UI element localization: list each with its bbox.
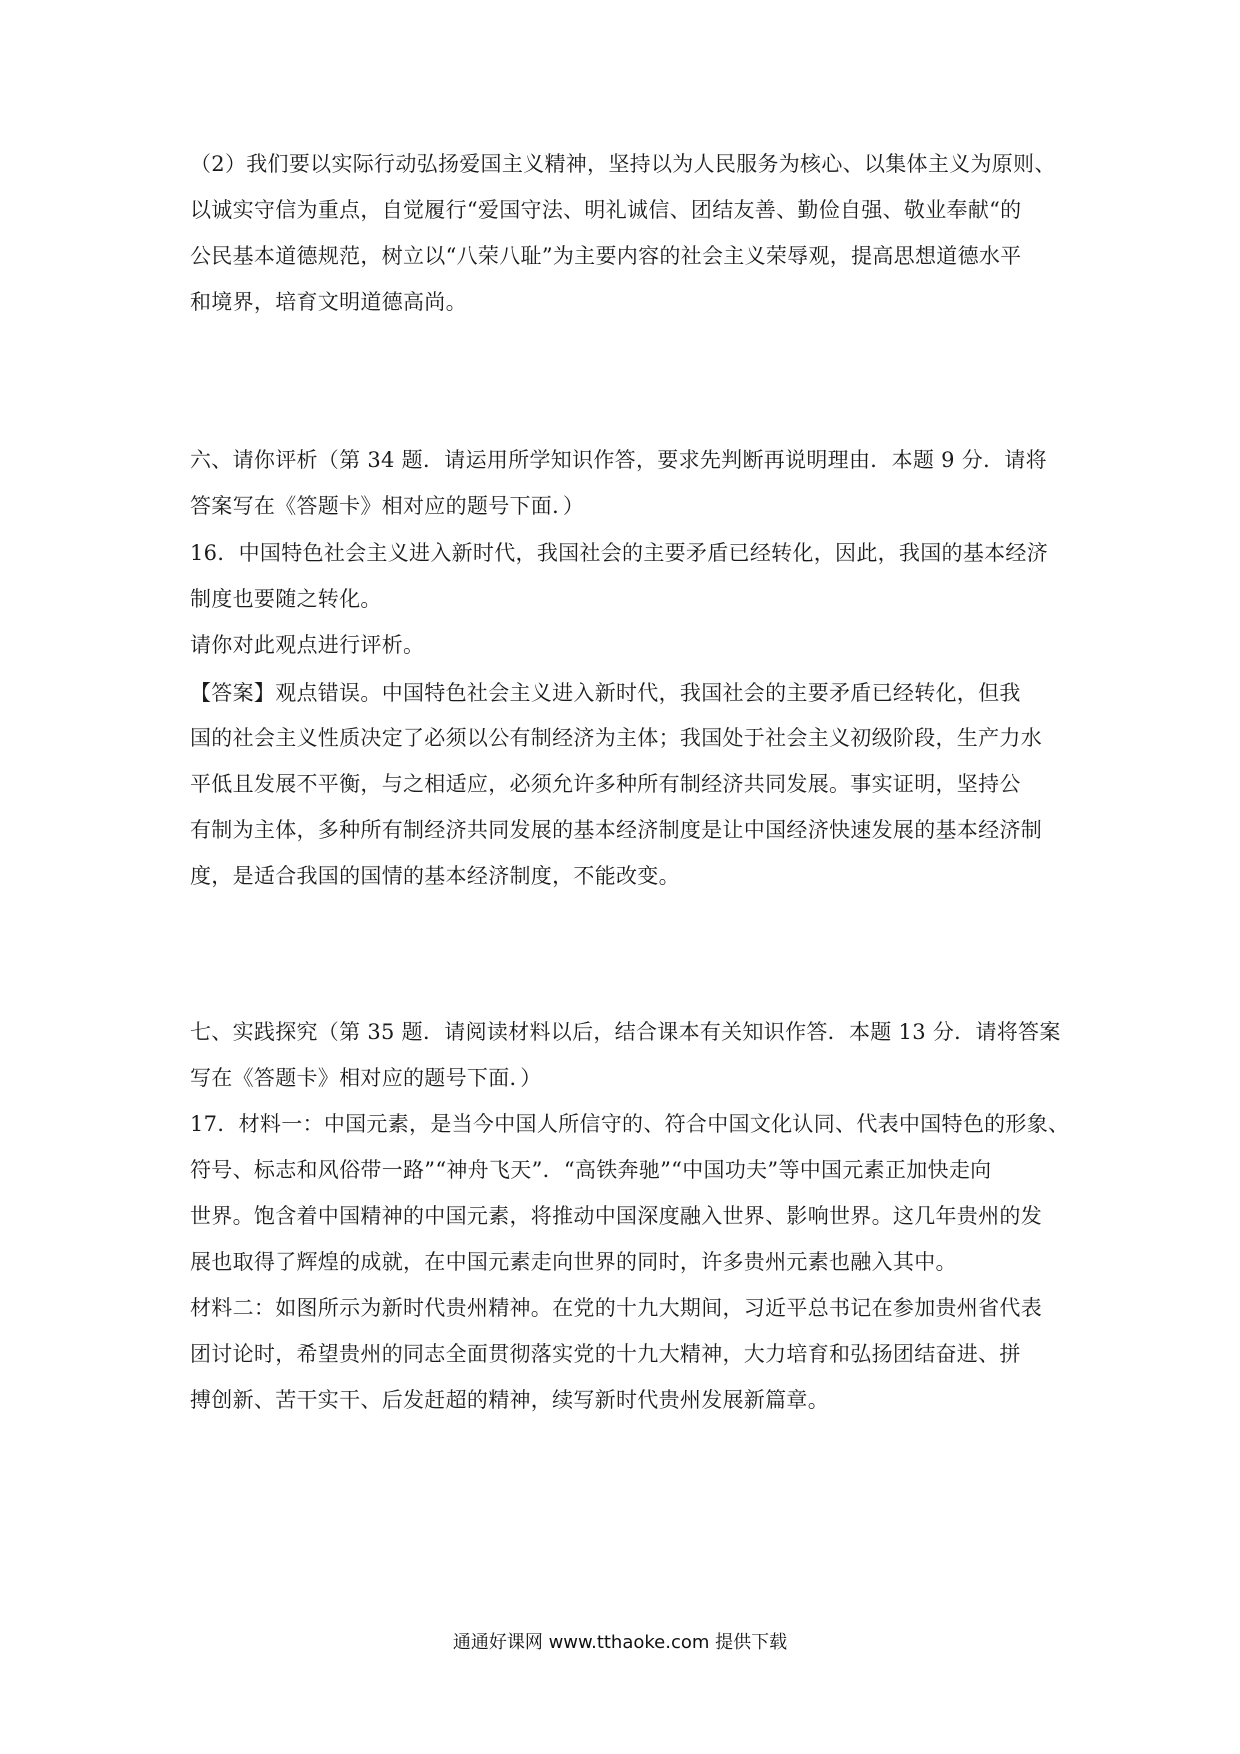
q16-line-1: 16．中国特色社会主义进入新时代，我国社会的主要矛盾已经转化，因此，我国的基本经济	[190, 541, 1049, 565]
answer-part2-line-4: 和境界，培育文明道德高尚。	[190, 290, 467, 314]
section7-header-line-1: 七、实践探究（第 35 题．请阅读材料以后，结合课本有关知识作答．本题 13 分．请将答案	[190, 1020, 1061, 1044]
q17-material2-line-3: 搏创新、苦干实干、后发赶超的精神，续写新时代贵州发展新篇章。	[190, 1388, 829, 1412]
page-footer: 通通好课网 www.tthaoke.com 提供下载	[452, 1632, 788, 1653]
q16-line-2: 制度也要随之转化。	[190, 587, 382, 611]
section6-header-line-2: 答案写在《答题卡》相对应的题号下面．）	[190, 494, 585, 518]
q16-answer-line-1: 【答案】观点错误。中国特色社会主义进入新时代，我国社会的主要矛盾已经转化，但我	[190, 681, 1021, 705]
q17-line-4: 展也取得了辉煌的成就，在中国元素走向世界的同时，许多贵州元素也融入其中。	[190, 1250, 957, 1274]
q16-prompt: 请你对此观点进行评析。	[190, 633, 425, 657]
section7-header-line-2: 写在《答题卡》相对应的题号下面．）	[190, 1066, 542, 1090]
q16-answer-line-4: 有制为主体，多种所有制经济共同发展的基本经济制度是让中国经济快速发展的基本经济制	[190, 818, 1042, 842]
answer-part2-line-3: 公民基本道德规范，树立以“八荣八耻”为主要内容的社会主义荣辱观，提高思想道德水平	[190, 244, 1022, 268]
q17-line-2: 符号、标志和风俗带一路”“神舟飞天”．“高铁奔驰”“中国功夫”等中国元素正加快走向	[190, 1158, 992, 1182]
q16-answer-line-2: 国的社会主义性质决定了必须以公有制经济为主体；我国处于社会主义初级阶段，生产力水	[190, 726, 1042, 750]
answer-part2-line-2: 以诚实守信为重点，自觉履行“爱国守法、明礼诚信、团结友善、勤俭自强、敬业奉献“的	[190, 198, 1022, 222]
q17-line-1: 17．材料一：中国元素，是当今中国人所信守的、符合中国文化认同、代表中国特色的形象、	[190, 1112, 1070, 1136]
q17-material2-line-2: 团讨论时，希望贵州的同志全面贯彻落实党的十九大精神，大力培育和弘扬团结奋进、拼	[190, 1342, 1021, 1366]
q16-answer-line-3: 平低且发展不平衡，与之相适应，必须允许多种所有制经济共同发展。事实证明，坚持公	[190, 772, 1021, 796]
q17-material2-line-1: 材料二：如图所示为新时代贵州精神。在党的十九大期间，习近平总书记在参加贵州省代表	[190, 1296, 1042, 1320]
q17-line-3: 世界。饱含着中国精神的中国元素，将推动中国深度融入世界、影响世界。这几年贵州的发	[190, 1204, 1042, 1228]
answer-part2-line-1: （2）我们要以实际行动弘扬爱国主义精神，坚持以为人民服务为核心、以集体主义为原则、	[190, 152, 1056, 176]
q16-answer-line-5: 度，是适合我国的国情的基本经济制度，不能改变。	[190, 864, 680, 888]
section6-header-line-1: 六、请你评析（第 34 题．请运用所学知识作答，要求先判断再说明理由．本题 9 分．请将	[190, 448, 1047, 472]
